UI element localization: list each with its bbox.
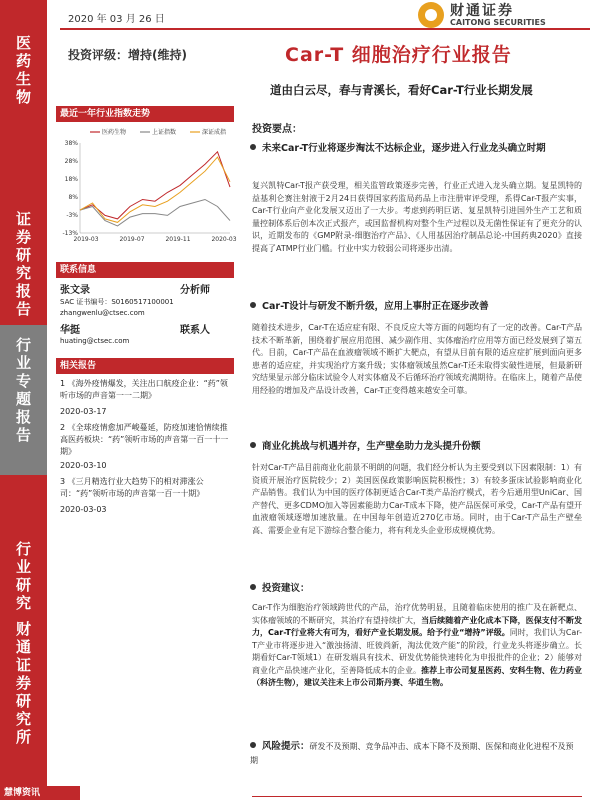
legend-label: 上证指数 (152, 129, 177, 136)
bullet-text-1: 未来Car-T行业将逐步淘汰不达标企业，逐步进入行业龙头确立时期 (262, 143, 546, 154)
para4-plain-1: Car-T作为细胞治疗领域跨世代的产品，治疗优势明显，且随着临床使用的推广及在新靶点、实体瘤领域的不断研究，其治疗有望持续扩大， (252, 603, 582, 625)
legend-label: 医药生物 (102, 129, 127, 136)
y-tick-label: -3% (66, 212, 78, 219)
sidebar-char: 研 (15, 576, 31, 594)
risk-row (250, 740, 580, 768)
sidebar-label-report (0, 210, 47, 318)
contacts-heading: 联系信息 (56, 262, 234, 278)
related-date-3: 2020-03-03 (60, 505, 107, 514)
sidebar-char: 医 (15, 34, 31, 52)
sidebar-char: 券 (15, 674, 31, 692)
bullet-text-3: 商业化挑战与机遇并存，生产壁垒助力龙头提升份额 (262, 441, 481, 452)
key-points-heading: 投资要点： (252, 124, 302, 135)
company-logo (418, 0, 598, 30)
bullet-text-2: Car-T设计与研发不断升级，应用上事肘正在逐步改善 (262, 301, 489, 312)
header-rule (60, 28, 590, 30)
analyst2-role: 联系人 (180, 325, 210, 336)
sidebar-label-research (0, 540, 47, 612)
footer-rule (252, 796, 582, 797)
sidebar-char: 行 (15, 336, 31, 354)
sidebar-char: 研 (15, 692, 31, 710)
sidebar-char: 药 (15, 52, 31, 70)
x-tick-label: 2019-11 (165, 236, 191, 243)
y-tick-label: -13% (62, 230, 78, 237)
series-line-3 (80, 157, 230, 222)
sidebar-char: 研 (15, 246, 31, 264)
y-tick-label: 18% (64, 176, 78, 183)
analyst1-email[interactable]: zhangwenlu@ctsec.com (60, 309, 145, 317)
report-subtitle: 道由白云尽，春与青溪长，看好Car-T行业长期发展 (270, 83, 533, 97)
sidebar-char: 专 (15, 372, 31, 390)
sidebar-char: 告 (15, 426, 31, 444)
sidebar-char: 券 (15, 228, 31, 246)
risk-text: 研发不及预期、竞争品冲击、成本下降不及预期、医保和商业化进程不及预期 (250, 742, 574, 765)
sidebar-char: 报 (15, 408, 31, 426)
related-date-2: 2020-03-10 (60, 461, 107, 470)
logo-chinese: 财通证券 (450, 3, 514, 19)
bullet-dot-icon (250, 144, 256, 150)
sidebar-char: 告 (15, 300, 31, 318)
chart-heading: 最近一年行业指数走势 (56, 106, 234, 122)
para4-bold-2: 推荐上市公司复星医药、安科生物、佐力药业（科济生物），建议关注未上市公司斯丹赛、华道生物。 (252, 665, 583, 687)
related-item-3[interactable]: 3 《三月精选行业大趋势下的相对滞涨公司：“药”领听市场的声音第一百一十期》 (60, 477, 205, 498)
logo-coin-icon (418, 2, 444, 28)
sidebar-label-type (0, 336, 47, 444)
report-title: Car-T 细胞治疗行业报告 (285, 44, 512, 66)
analyst1-cert: SAC 证书编号：S0160517100001 (60, 298, 174, 306)
bullet-heading-4 (250, 582, 580, 596)
bullet-heading-2 (250, 300, 580, 314)
sidebar-char: 财 (15, 620, 31, 638)
trend-chart-svg (56, 125, 237, 245)
related-heading: 相关报告 (56, 358, 234, 374)
bullet-dot-icon (250, 302, 256, 308)
bullet-heading-1 (250, 142, 580, 156)
risk-label: 风险提示： (262, 741, 310, 752)
sidebar-char: 究 (15, 710, 31, 728)
x-tick-label: 2020-03 (211, 236, 237, 243)
para4-plain-2: 同时，我们认为Car-T产业市将逐步进入“激浊扬清、旺彼尚新，淘汰优效产能”的阶段，行业龙头将逐步确立。长期看好Car-T领域1）在研发端具有技术、研发优势能快速转化为申报批件的企业；2）能够对商业化产品快速产业化，至善降低成本的企业。 (252, 628, 582, 675)
paragraph-2: 随着技术进步，Car-T在适应症有限、不良反应大等方面的问题均有了一定的改善。Car-T产品技术不断革新，围绕着扩展应用范围、减少副作用、实体瘤治疗应用等方面已经发展到了第五代。目前，Car-T产品在血液瘤领域不断扩大靶点，有望从目前有限的适应症扩展到面向更多患者的适应症，并实现治疗方案升级；实体瘤领域虽然Car-T还未取得实破性进展，但最新研究结果显示部分临床试验令人对实体瘤及不后循环治疗领域充满期待。在临床上，随着产品使用经验的增加及产品设计改善，Car-T正变得越来越安全可靠。 (252, 323, 582, 395)
analyst1-name: 张文录 (60, 285, 90, 296)
paragraph-1: 复兴凯特Car-T报产获受理，相关监管政策逐步完善，行业正式进入龙头确立期。复星凯特的益基利仑赛注射液于2月24日获得国家药监局药品上市注册审评受理，系得Car-T报产实事，Car-T行业向产业化发展又迈出了一大步。考虑到药明巨诺、复星凯特引进国外生产工艺和质量控制体系后创本次正式报产，或国监督机构对整个生产过程以及无菌性保证有了更充分的认识，近期发布的《GMP附录-细胞治疗产品》、《人用基因治疗制品总论-中国药典2020》直接提高了ATMP行业门槛。行业中实力较弱公司将逐步出清。 (252, 181, 582, 253)
sidebar-char: 证 (15, 656, 31, 674)
bullet-dot-icon (250, 742, 256, 748)
para4-bold-1: 当后续随着产业化成本下降，医保支付不断发力，Car-T行业将大有可为，看好产业长期发展。给予行业“增持”评级。 (252, 615, 583, 637)
y-tick-label: 8% (68, 194, 78, 201)
sidebar-char: 通 (15, 638, 31, 656)
related-item-1[interactable]: 1 《海外疫情爆发，关注出口航疫企业：“药”领听市场的声音第一一二期》 (60, 379, 228, 400)
x-tick-label: 2019-07 (119, 236, 145, 243)
sidebar-char: 究 (15, 594, 31, 612)
analyst1-role: 分析师 (180, 285, 210, 296)
sidebar-char: 证 (15, 210, 31, 228)
sidebar-char: 业 (15, 354, 31, 372)
sidebar-char: 究 (15, 264, 31, 282)
sidebar-char: 所 (15, 728, 31, 746)
investment-rating: 投资评级：增持(维持) (68, 48, 187, 62)
sidebar-char: 报 (15, 282, 31, 300)
sidebar-label-institute (0, 620, 47, 746)
legend-label: 深证成指 (202, 129, 227, 136)
bullet-heading-3 (250, 440, 580, 454)
series-line-1 (80, 152, 230, 219)
paragraph-3: 针对Car-T产品目前商业化前景不明朗的问题，我们经分析认为主要受到以下因素限制：1）有资质开展治疗医院较少；2）美国医保政策影响医院积极性；3）有较多蛋床试验影响商业化产品销售。我们认为中国的医疗体制更适合Car-T类产品治疗模式，若今后通用型UniCar、国产替代、更多CDMO加入等因素能助力Car-T成本下降，使产品医保可承受，Car-T产品有望开血液瘤领域逐增加速放量。在中国每年创造近270亿市场。同时，由于Car-T产品生产壁垒高、需要企业有足下游综合整合能力，将有利龙头企业形成规模优势。 (252, 463, 582, 535)
sidebar-char: 题 (15, 390, 31, 408)
sidebar-label-sector (0, 34, 47, 106)
report-date: 2020 年 03 月 26 日 (68, 14, 165, 25)
analyst2-name: 华挺 (60, 325, 80, 336)
paragraph-4 (252, 602, 582, 690)
sidebar-char: 行 (15, 540, 31, 558)
logo-english: CAITONG SECURITIES (450, 18, 546, 27)
related-date-1: 2020-03-17 (60, 407, 107, 416)
bullet-dot-icon (250, 584, 256, 590)
related-item-2[interactable]: 2 《全球疫情愈加严峻蔓延，防疫加速恰情续推高医药板块：“药”领听市场的声音第一百一十一期》 (60, 423, 229, 456)
sidebar-char: 物 (15, 88, 31, 106)
x-tick-label: 2019-03 (73, 236, 99, 243)
index-trend-chart (56, 125, 237, 245)
y-tick-label: 38% (64, 140, 78, 147)
bullet-dot-icon (250, 442, 256, 448)
y-tick-label: 28% (64, 158, 78, 165)
sidebar-char: 生 (15, 70, 31, 88)
sidebar-char: 业 (15, 558, 31, 576)
analyst2-email[interactable]: huating@ctsec.com (60, 337, 130, 345)
bullet-text-4: 投资建议： (262, 583, 310, 594)
footer-watermark: 慧博资讯 (0, 786, 80, 800)
